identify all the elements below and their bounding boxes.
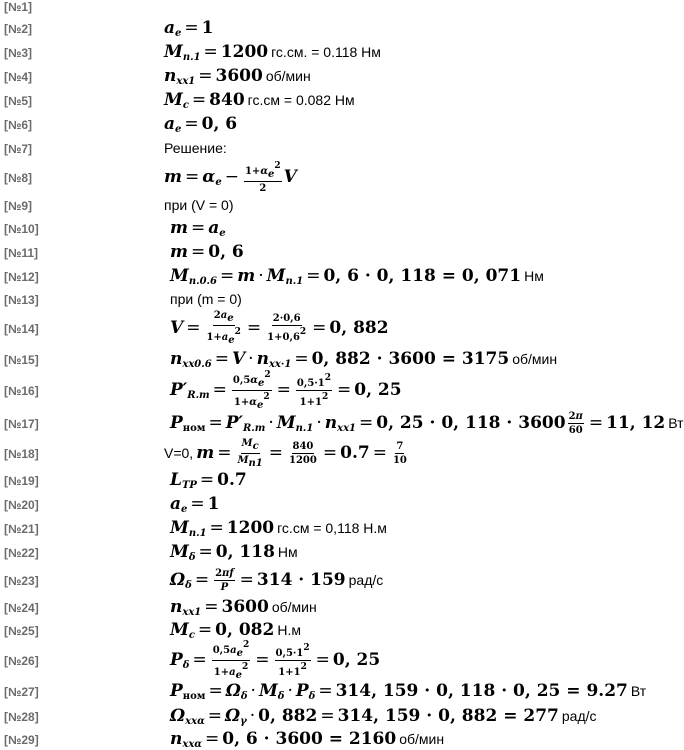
formula-row (0, 240, 656, 264)
formula: $M_\delta$ = 0, 118 Нм (170, 541, 298, 563)
formula: V=0, m = $\frac{M_c}{M_{n1}}$ = $\frac{840}{1200}$ = 0.7 = $\frac{7}{10}$ (164, 437, 407, 469)
row-number: [№9] (4, 199, 33, 213)
formula-row (0, 564, 656, 596)
formula-row (0, 438, 656, 468)
formula-row (0, 728, 656, 750)
math-value: 0.7 (340, 443, 370, 463)
formula-row (0, 40, 656, 64)
row-number: [№1] (4, 0, 33, 14)
math-value: 0, 6 · 3600 = 2160 (222, 729, 397, 749)
formula-row (0, 288, 656, 310)
math-value: 0, 082 (215, 620, 275, 640)
formula (164, 136, 227, 160)
unit-text: об/мин (512, 351, 558, 367)
row-number: [№15] (4, 353, 39, 367)
formula: $M_c$ = 840 гс.см = 0.082 Нм (164, 89, 355, 111)
formula (164, 194, 233, 216)
formula: m = 0, 6 (170, 242, 244, 262)
unit-text: гс.см. = 0.118 Нм (271, 44, 381, 60)
math-value: 3600 (215, 66, 263, 86)
formula: $n_{xx0.6}$ = V · $n_{xx\cdot 1}$ = 0, 882 · 3600 = 3175 об/мин (170, 348, 558, 370)
formula-row (0, 596, 656, 618)
unit-text: гс.см = 0,118 Н.м (277, 520, 387, 536)
math-value: 314 · 159 (256, 570, 346, 590)
row-number: [№2] (4, 22, 33, 36)
row-number: [№4] (4, 70, 33, 84)
formula: $P_{ном}$ = $\Omega_\delta$ · $M_\delta$ · $P_\delta$ = 314, 159 · 0, 118 · 0, 25 = 9.27 Вт (170, 680, 647, 702)
formula: $a_e$ = 1 (164, 17, 214, 39)
formula-row (0, 639, 656, 681)
unit-text: Вт (668, 415, 684, 431)
row-number: [№18] (4, 447, 39, 461)
row-number: [№26] (4, 654, 39, 668)
formula-row (0, 136, 656, 160)
math-value: 1200 (226, 518, 275, 538)
row-number: [№29] (4, 733, 39, 747)
formula-row (0, 0, 656, 14)
row-number: [№23] (4, 574, 39, 588)
unit-text: Нм (277, 544, 298, 560)
formula-row (0, 704, 656, 728)
formula: $n_{xx\alpha}$ = 0, 6 · 3600 = 2160 об/мин (170, 728, 445, 750)
math-value: 314, 159 · 0, 882 = 277 (337, 706, 559, 726)
formula-row (0, 16, 656, 40)
formula-row (0, 492, 656, 516)
formula (170, 288, 242, 310)
formula: $M_c$ = 0, 082 Н.м (170, 619, 301, 641)
formula-row (0, 408, 684, 438)
row-number: [№11] (4, 246, 39, 260)
row-number: [№17] (4, 417, 39, 431)
unit-text: об/мин (271, 599, 317, 615)
formula: $n_{xx1}$ = 3600 об/мин (170, 596, 317, 618)
formula: $M_{n.0.6}$ = m · $M_{n.1}$ = 0, 6 · 0, 118 = 0, 071 Нм (170, 265, 544, 287)
row-number: [№25] (4, 624, 39, 638)
formula-row (0, 618, 656, 642)
row-number: [№7] (4, 142, 33, 156)
unit-text: гс.см = 0.082 Нм (247, 92, 355, 108)
formula-row (0, 194, 656, 216)
row-number: [№14] (4, 322, 39, 336)
unit-text: Н.м (277, 622, 301, 638)
math-value: 3600 (221, 597, 269, 617)
unit-text: Вт (630, 683, 647, 699)
row-number: [№12] (4, 270, 39, 284)
condition-text: при (V = 0) (164, 197, 234, 213)
formula: $L_{TP}$ = 0.7 (170, 469, 247, 491)
formula-row (0, 216, 656, 240)
math-value: 0, 25 · 0, 118 · 3600 (376, 413, 566, 433)
formula-row (0, 540, 656, 564)
formula-row (0, 516, 656, 540)
math-value: 0, 882 (329, 318, 389, 338)
unit-text: рад/с (348, 572, 384, 588)
row-number: [№16] (4, 384, 39, 398)
row-number: [№24] (4, 601, 39, 615)
row-number: [№8] (4, 171, 33, 185)
condition-text: при (m = 0) (170, 291, 242, 307)
solution-heading: Решение: (164, 140, 227, 156)
math-value: 0, 25 (332, 650, 381, 670)
formula: $M_{n.1}$ = 1200 гс.см. = 0.118 Нм (164, 41, 381, 63)
row-number: [№27] (4, 685, 39, 699)
condition-text: V=0, (164, 445, 194, 461)
row-number: [№21] (4, 522, 39, 536)
formula: $M_{n.1}$ = 1200 гс.см = 0,118 Н.м (170, 517, 387, 539)
unit-text: об/мин (399, 731, 445, 747)
row-number: [№20] (4, 498, 39, 512)
math-value: 0, 6 · 0, 118 = 0, 071 (323, 266, 522, 286)
row-number: [№3] (4, 46, 33, 60)
formula: $\Omega_{xx\alpha}$ = $\Omega_\gamma$ · 0, 882 = 314, 159 · 0, 882 = 277 рад/с (170, 705, 597, 727)
formula-row (0, 88, 656, 112)
math-value: 1200 (220, 42, 269, 62)
math-value: 840 (209, 90, 245, 110)
row-number: [№6] (4, 118, 33, 132)
formula: $\Omega_\delta$ = $\frac{2\pi f}{P}$ = 314 · 159 рад/с (170, 567, 384, 593)
formula: $P_\delta$ = $\frac{0,5a_e^2}{1+a_e^2}$ = $\frac{0,5\cdot 1^2}{1+1^2}$ = 0, 25 (170, 639, 381, 681)
unit-text: рад/с (561, 708, 597, 724)
row-number: [№5] (4, 94, 33, 108)
row-number: [№22] (4, 546, 39, 560)
row-number: [№10] (4, 222, 39, 236)
row-number: [№19] (4, 474, 39, 488)
formula-row (0, 264, 656, 288)
formula-row (0, 64, 656, 88)
formula: $n_{xx1}$ = 3600 об/мин (164, 65, 311, 87)
math-value: 1 (201, 18, 214, 38)
math-value: 314, 159 · 0, 118 · 0, 25 = 9.27 (335, 681, 628, 701)
formula: V = $\frac{2a_e}{1+a_e^2}$ = $\frac{2\cdot 0,6}{1+0,6^2}$ = 0, 882 (170, 310, 389, 346)
row-number: [№28] (4, 710, 39, 724)
unit-text: Нм (524, 268, 544, 284)
math-value: 0, 25 (354, 380, 402, 400)
formula-row (0, 310, 656, 346)
formula-row (0, 369, 656, 411)
formula-row (0, 112, 656, 136)
math-value: 1 (207, 494, 220, 514)
math-value: 0, 882 · 3600 = 3175 (311, 349, 510, 369)
formula: m = $\alpha_e$ − $\frac{1+\alpha_e^2}{2}$ V (164, 160, 297, 194)
formula: $a_e$ = 0, 6 (164, 113, 238, 135)
math-value: 11, 12 (606, 413, 666, 433)
math-value: 0.7 (217, 470, 247, 490)
formula-row (0, 346, 656, 372)
formula-row (0, 678, 656, 704)
formula: $P_{ном}$ = $P'_{R.m}$ · $M_{n.1}$ · $n_{xx1}$ = 0, 25 · 0, 118 · 3600 $\frac{2\pi}{60}$ = 11, 12 Вт (170, 410, 684, 436)
formula-row (0, 160, 656, 194)
formula: $a_e$ = 1 (170, 493, 220, 515)
row-number: [№13] (4, 293, 39, 307)
formula: m = $a_e$ (170, 217, 226, 239)
math-value: 0, 118 (215, 542, 275, 562)
formula-row (0, 468, 656, 492)
math-value: 0, 6 (208, 242, 244, 262)
math-value: 0, 6 (201, 114, 238, 134)
formula: $P'_{R.m}$ = $\frac{0,5\alpha_e^2}{1+\alpha_e^2}$ = $\frac{0,5\cdot 1^2}{1+1^2}$ = 0, 25 (170, 369, 402, 411)
unit-text: об/мин (265, 68, 311, 84)
